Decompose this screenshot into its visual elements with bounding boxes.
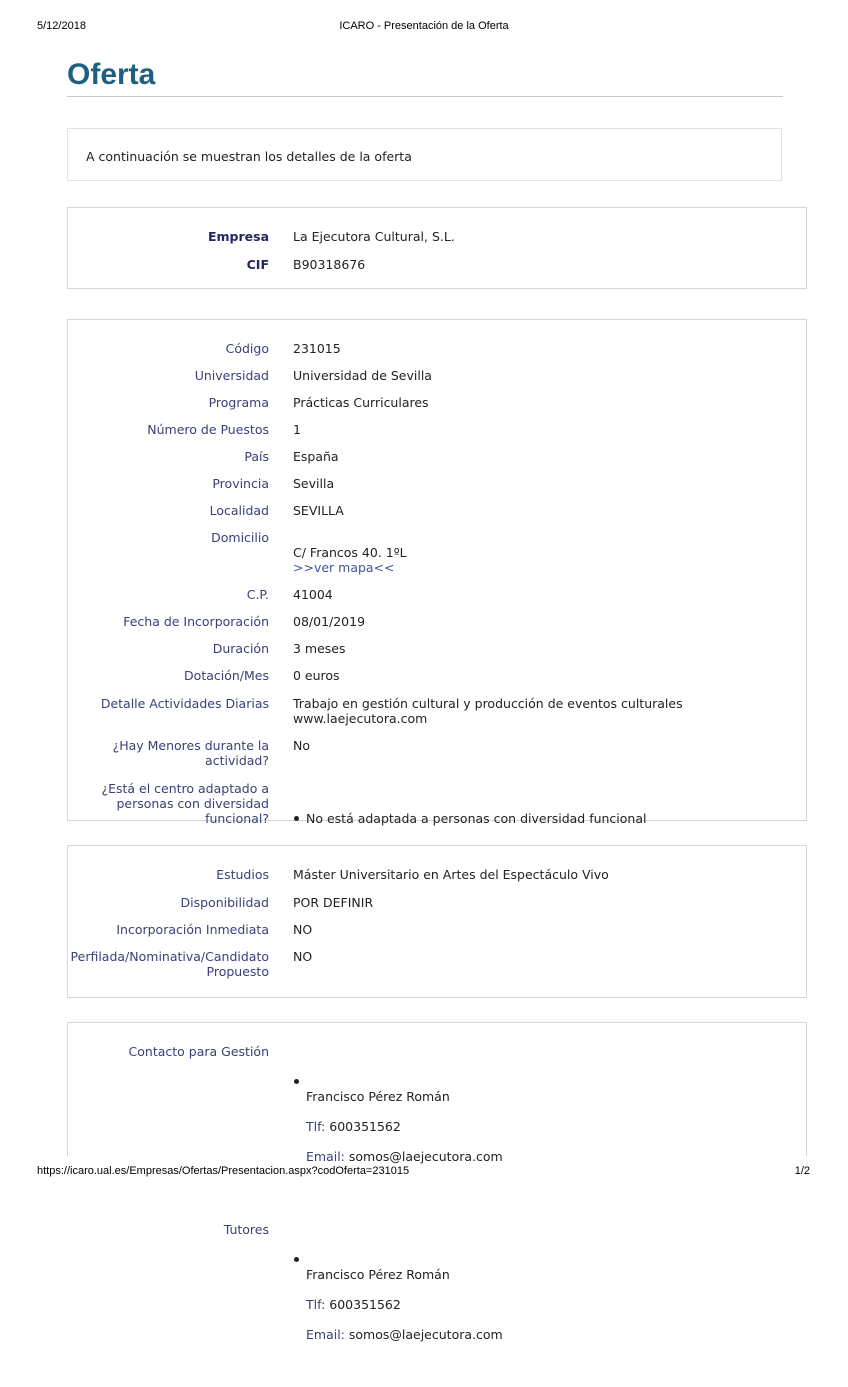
inmediata-label: Incorporación Inmediata xyxy=(116,922,269,937)
perfilada-label: Perfilada/Nominativa/Candidato Propuesto xyxy=(70,949,269,979)
dotacion-label: Dotación/Mes xyxy=(184,668,269,683)
actividades-label: Detalle Actividades Diarias xyxy=(100,696,269,711)
localidad-row xyxy=(68,503,806,518)
actividades-row xyxy=(68,696,806,726)
domicilio-label: Domicilio xyxy=(211,530,269,545)
universidad-value: Universidad de Sevilla xyxy=(293,368,432,383)
perfilada-row xyxy=(68,949,806,979)
empresa-value: La Ejecutora Cultural, S.L. xyxy=(293,229,455,244)
pais-row xyxy=(68,449,806,464)
gestion-tlf-line xyxy=(306,1119,806,1134)
tutores-email-label: Email: xyxy=(306,1327,345,1342)
tutores-tlf-label: Tlf: xyxy=(306,1297,326,1312)
estudios-row xyxy=(68,867,806,882)
oferta-panel xyxy=(67,319,807,826)
disponibilidad-value: POR DEFINIR xyxy=(293,895,374,910)
gestion-label: Contacto para Gestión xyxy=(128,1044,269,1059)
gestion-tlf-label: Tlf: xyxy=(306,1119,326,1134)
localidad-value: SEVILLA xyxy=(293,503,344,518)
print-page-number: 1/2 xyxy=(794,1165,810,1177)
cp-row xyxy=(68,587,806,602)
tutores-list xyxy=(293,1237,806,1372)
programa-label: Programa xyxy=(208,395,269,410)
menores-row xyxy=(68,738,806,768)
ver-mapa-link[interactable]: >>ver mapa<< xyxy=(293,560,395,575)
page-title: Oferta xyxy=(67,58,156,91)
tutores-label: Tutores xyxy=(223,1222,269,1237)
programa-row xyxy=(68,395,806,410)
list-item: No está adaptada a personas con diversidad funcional xyxy=(293,811,806,826)
cif-value: B90318676 xyxy=(293,257,366,272)
perfilada-value: NO xyxy=(293,949,313,964)
print-date: 5/12/2018 xyxy=(37,20,86,32)
dotacion-row xyxy=(68,668,806,683)
disponibilidad-row xyxy=(68,895,806,910)
adaptado-list xyxy=(293,796,806,841)
gestion-tlf: 600351562 xyxy=(329,1119,401,1134)
estudios-label: Estudios xyxy=(216,867,269,882)
domicilio-text: C/ Francos 40. 1ºL xyxy=(293,545,407,560)
pais-value: España xyxy=(293,449,339,464)
disponibilidad-label: Disponibilidad xyxy=(180,895,269,910)
inmediata-value: NO xyxy=(293,922,313,937)
list-item xyxy=(293,1252,806,1357)
gestion-email-label: Email: xyxy=(306,1149,345,1164)
list-item xyxy=(293,1074,806,1179)
cif-row xyxy=(68,257,806,272)
duracion-row xyxy=(68,641,806,656)
print-title: ICARO - Presentación de la Oferta xyxy=(339,20,509,32)
actividades-value: Trabajo en gestión cultural y producción de eventos culturales www.laejecutora.com xyxy=(293,696,683,726)
pais-label: País xyxy=(244,449,269,464)
codigo-value: 231015 xyxy=(293,341,341,356)
universidad-row xyxy=(68,368,806,383)
tutores-row xyxy=(68,1222,806,1387)
adaptado-label: ¿Está el centro adaptado a personas con diversidad funcional? xyxy=(101,781,269,826)
empresa-panel xyxy=(67,207,807,289)
puestos-label: Número de Puestos xyxy=(147,422,269,437)
dotacion-value: 0 euros xyxy=(293,668,340,683)
cp-value: 41004 xyxy=(293,587,333,602)
tutores-tlf-line xyxy=(306,1297,806,1312)
codigo-label: Código xyxy=(225,341,269,356)
puestos-row xyxy=(68,422,806,437)
menores-value: No xyxy=(293,738,310,753)
provincia-value: Sevilla xyxy=(293,476,335,491)
gestion-name: Francisco Pérez Román xyxy=(306,1089,450,1104)
inmediata-row xyxy=(68,922,806,937)
empresa-label: Empresa xyxy=(207,229,269,244)
codigo-row xyxy=(68,341,806,356)
intro-text: A continuación se muestran los detalles de la oferta xyxy=(86,149,412,164)
gestion-email[interactable]: somos@laejecutora.com xyxy=(348,1149,503,1164)
cp-label: C.P. xyxy=(246,587,269,602)
puestos-value: 1 xyxy=(293,422,301,437)
fecha-row xyxy=(68,614,806,629)
menores-label: ¿Hay Menores durante la actividad? xyxy=(112,738,269,768)
tutores-name: Francisco Pérez Román xyxy=(306,1267,450,1282)
gestion-email-line xyxy=(306,1149,806,1164)
gestion-row xyxy=(68,1044,806,1209)
provincia-label: Provincia xyxy=(212,476,269,491)
tutores-email-line xyxy=(306,1327,806,1342)
gestion-value xyxy=(293,1044,806,1209)
intro-box xyxy=(67,128,782,181)
provincia-row xyxy=(68,476,806,491)
tutores-value xyxy=(293,1222,806,1387)
empresa-row xyxy=(68,229,806,244)
fecha-value: 08/01/2019 xyxy=(293,614,366,629)
title-divider xyxy=(67,96,783,97)
tutores-tlf: 600351562 xyxy=(329,1297,401,1312)
estudios-panel xyxy=(67,845,807,998)
fecha-label: Fecha de Incorporación xyxy=(123,614,269,629)
duracion-value: 3 meses xyxy=(293,641,346,656)
cif-label: CIF xyxy=(246,257,269,272)
programa-value: Prácticas Curriculares xyxy=(293,395,429,410)
duracion-label: Duración xyxy=(212,641,269,656)
print-url: https://icaro.ual.es/Empresas/Ofertas/Presentacion.aspx?codOferta=231015 xyxy=(37,1165,410,1177)
domicilio-value xyxy=(293,530,806,575)
universidad-label: Universidad xyxy=(194,368,269,383)
localidad-label: Localidad xyxy=(209,503,269,518)
estudios-value: Máster Universitario en Artes del Espectáculo Vivo xyxy=(293,867,609,882)
domicilio-row xyxy=(68,530,806,575)
tutores-email[interactable]: somos@laejecutora.com xyxy=(348,1327,503,1342)
